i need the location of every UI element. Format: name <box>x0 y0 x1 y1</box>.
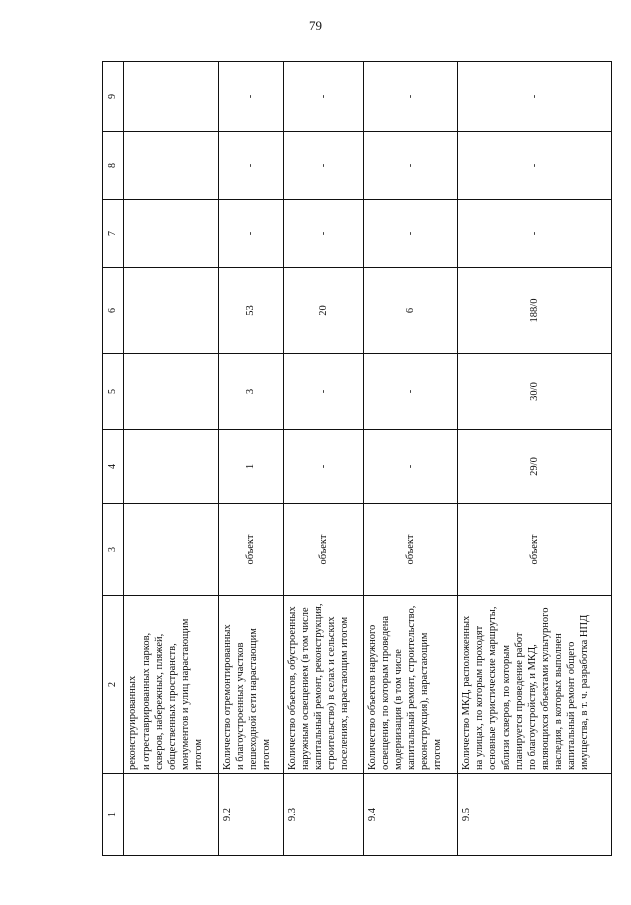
table-header-row <box>103 62 124 856</box>
value-cell: - <box>218 62 283 132</box>
value-cell: 3 <box>218 354 283 430</box>
unit-cell: объект <box>283 504 363 596</box>
value-cell: - <box>283 62 363 132</box>
page-number: 79 <box>309 18 322 33</box>
header-cell-4: 4 <box>103 430 124 504</box>
unit-cell <box>124 504 219 596</box>
value-cell: 53 <box>218 268 283 354</box>
value-cell <box>124 132 219 200</box>
header-cell-6: 6 <box>103 268 124 354</box>
value-cell: - <box>218 200 283 268</box>
header-cell-1: 1 <box>103 774 124 856</box>
value-cell: - <box>283 430 363 504</box>
value-cell <box>124 200 219 268</box>
value-cell: 188/0 <box>458 268 612 354</box>
value-cell <box>124 268 219 354</box>
value-cell: 29/0 <box>458 430 612 504</box>
table-row <box>124 62 219 856</box>
unit-cell: объект <box>218 504 283 596</box>
header-cell-2: 2 <box>103 596 124 774</box>
indicator-name-cell: Количество объектов наружного освещения, по которым проведена модернизация (в том числе капитальный ремонт, строительство, реконструкция), нарастающим итогом <box>363 596 458 774</box>
header-cell-3: 3 <box>103 504 124 596</box>
value-cell: - <box>363 354 458 430</box>
header-cell-8: 8 <box>103 132 124 200</box>
value-cell <box>124 62 219 132</box>
value-cell: - <box>363 430 458 504</box>
value-cell: - <box>218 132 283 200</box>
row-number-cell <box>124 774 219 856</box>
value-cell: - <box>363 62 458 132</box>
header-cell-5: 5 <box>103 354 124 430</box>
value-cell: - <box>458 62 612 132</box>
value-cell: 1 <box>218 430 283 504</box>
value-cell: - <box>458 132 612 200</box>
rotated-table-container <box>102 62 612 856</box>
value-cell: - <box>363 200 458 268</box>
indicator-name-cell: Количество МКД, расположенных на улицах, по которым проходят основные туристические маршруты, вблизи скверов, по которым планируется проведение работ по благоустройству, и МКД, являющихся объектами культурного наследия, в которых выполнен капитальный ремонт общего имущества, в т. ч. разработка НПД <box>458 596 612 774</box>
row-number-cell: 9.3 <box>283 774 363 856</box>
header-cell-9: 9 <box>103 62 124 132</box>
value-cell: 20 <box>283 268 363 354</box>
table-row <box>363 62 458 856</box>
unit-cell: объект <box>458 504 612 596</box>
value-cell: - <box>458 200 612 268</box>
table-row <box>218 62 283 856</box>
value-cell: 6 <box>363 268 458 354</box>
value-cell <box>124 430 219 504</box>
row-number-cell: 9.5 <box>458 774 612 856</box>
indicator-name-cell: Количество отремонтированных и благоустроенных участков пешеходной сети нарастающим итогом <box>218 596 283 774</box>
row-number-cell: 9.2 <box>218 774 283 856</box>
value-cell <box>124 354 219 430</box>
unit-cell: объект <box>363 504 458 596</box>
value-cell: - <box>363 132 458 200</box>
indicators-table <box>102 61 612 856</box>
header-cell-7: 7 <box>103 200 124 268</box>
indicator-name-cell: Количество объектов, обустроенных наружным освещением (в том числе капитальный ремонт, реконструкция, строительство) в селах и сельских поселениях, нарастающим итогом <box>283 596 363 774</box>
value-cell: - <box>283 132 363 200</box>
value-cell: 30/0 <box>458 354 612 430</box>
row-number-cell: 9.4 <box>363 774 458 856</box>
value-cell: - <box>283 354 363 430</box>
value-cell: - <box>283 200 363 268</box>
table-row <box>283 62 363 856</box>
indicator-name-cell: реконструированных и отреставрированных парков, скверов, набережных, пляжей, общественных пространств, монументов и улиц нарастающим итогом <box>124 596 219 774</box>
table-row <box>458 62 612 856</box>
